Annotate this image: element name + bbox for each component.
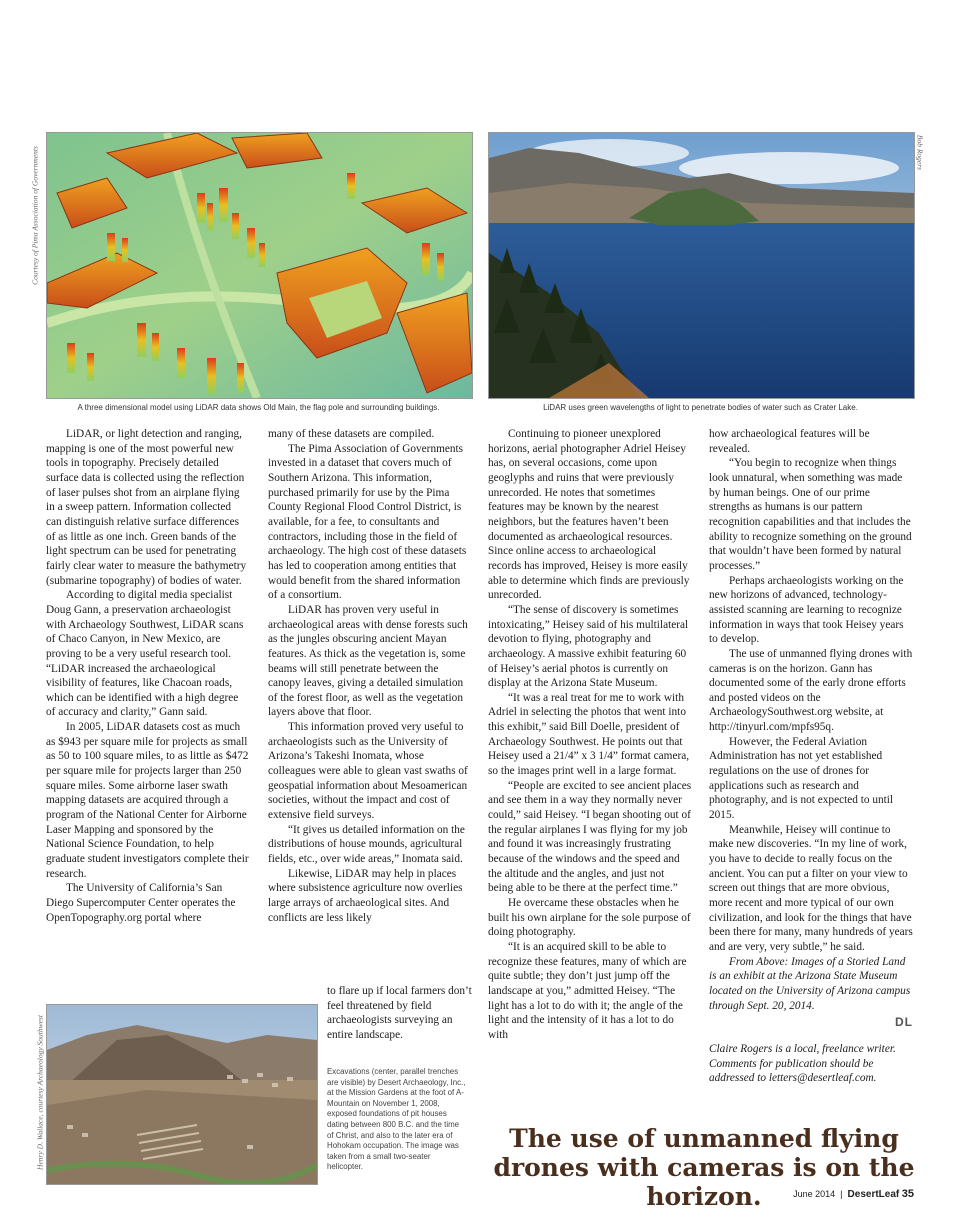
excavation-photo-caption: Excavations (center, parallel trenches are visible) by Desert Archaeology, Inc., at the Mission Gardens at the foot of A-Mountain on November 1, 2008, exposed foundations of pit houses dating between 800 B.C. and the time of Christ, and also to the later era of Hohokam occupation. The image was taken from a small two-seater helicopter. [327,1067,466,1172]
page-number: 35 [901,1188,914,1200]
excavation-aerial-image [46,1004,318,1185]
paragraph: The use of unmanned flying drones with cameras is on the horizon. Gann has documented some of the early drone efforts and posted videos on the ArchaeologySouthwest.org website, at http://tinyurl.com/mpfs95q. [709,647,913,734]
paragraph: Likewise, LiDAR may help in places where subsistence agriculture now overlies large arrays of archaeological sites. And conflicts are less likely [268,867,463,924]
article-column-1 [46,427,249,925]
crater-lake-image [488,132,915,399]
exhibit-note: From Above: Images of a Storied Land is an exhibit at the Arizona State Museum located on the University of Arizona campus through Sept. 20, 2014. [709,955,911,1012]
magazine-name: DesertLeaf [847,1189,900,1200]
paragraph: According to digital media specialist Doug Gann, a preservation archaeologist with Archaeology Southwest, LiDAR scans of Chaco Canyon, in New Mexico, are proving to be a very useful research tool. “LiDAR increased the archaeological visibility of features, like Chacoan roads, which can be identified with a high degree of accuracy and clarity,” Gann said. [46,589,244,719]
paragraph: “It gives us detailed information on the distributions of house mounds, agricultural fields, etc., over wide areas,” Inomata said. [268,823,465,866]
issue-date: June 2014 [793,1189,836,1199]
paragraph: “It was a real treat for me to work with Adriel in selecting the photos that went into this exhibit,” said Bill Doelle, president of Archaeology Southwest. He points out that Heisey used a 21/4” x 3 1/4” format camera, so the images print well in a large format. [488,691,690,778]
pull-quote: The use of unmanned flying drones with cameras is on the horizon. [493,1124,915,1211]
paragraph: Continuing to pioneer unexplored horizons, aerial photographer Adriel Heisey has, on several occasions, come upon geoglyphs and ruins that were previously unrecorded. He notes that sometimes features may be known by the nearest neighbors, but the features haven’t been documented as archaeological resources. Since online access to archaeological records has improved, Heisey is more easily able to determine which finds are previously unrecorded. [488,428,690,602]
crater-lake-photo-caption: LiDAR uses green wavelengths of light to penetrate bodies of water such as Crater Lake. [543,403,858,412]
paragraph: This information proved very useful to archaeologists such as the University of Arizona’s Takeshi Inomata, whose colleagues were able to glean vast swaths of geospatial information about Mesoamerican societies, without the impact and cost of extensive field surveys. [268,721,468,822]
paragraph: Perhaps archaeologists working on the new horizons of advanced, technology-assisted scanning are learning to recognize information in ways that took Heisey years to develop. [709,574,904,646]
paragraph: However, the Federal Aviation Administration has not yet established regulations on the use of drones for applications such as research and photography, and is not expected to until 2015. [709,735,894,822]
lidar-3d-model-image [46,132,473,399]
paragraph: how archaeological features will be revealed. [709,428,870,455]
paragraph: LiDAR has proven very useful in archaeological areas with dense forests such as the jungles obscuring ancient Mayan features. As thick as the vegetation is, some beams will still penetrate between the canopy leaves, giving a detailed simulation of the forest floor, as well as the vegetation layers above that floor. [268,603,468,719]
page-footer [793,1188,914,1200]
paragraph: LiDAR, or light detection and ranging, mapping is one of the most powerful new tools in topography. Precisely detailed surface data is collected using the reflection of laser pulses shot from an airplane flying in a sweep pattern. Information collected can distinguish relative surface differences of as little as one inch. Green bands of the light spectrum can be used for penetrating fairly clear water to measure the bathymetry (submarine topography) of bodies of water. [46,428,247,587]
lidar-photo-caption: A three dimensional model using LiDAR data shows Old Main, the flag pole and surrounding buildings. [77,403,440,412]
paragraph: Meanwhile, Heisey will continue to make new discoveries. “In my line of work, you have to decide to really focus on the ancient. You can put a filter on your view to screen out things that are more obvious, more recent and more typical of our own civilization, and look for the things that have been there for many, many hundreds of years and are very, very subtle,” he said. [709,823,913,953]
paragraph: “The sense of discovery is sometimes intoxicating,” Heisey said of his multilateral devotion to flying, photography and archaeology. A massive exhibit featuring 60 of Heisey’s aerial photos is currently on display at the Arizona State Museum. [488,603,689,690]
excavation-photo-credit: Henry D. Wallace, courtesy Archaeology Southwest [35,1015,45,1170]
paragraph: “You begin to recognize when things look unnatural, when something was made by human beings. One of our prime strengths as humans is our pattern recognition capabilities and that includes the ability to recognize something on the ground that wouldn’t have been formed by natural processes.” [709,457,912,572]
article-column-3 [488,427,692,1043]
lidar-photo-credit: Courtesy of Pima Association of Governments [30,146,40,285]
end-mark: DL [895,1015,913,1030]
paragraph: The Pima Association of Governments invested in a dataset that covers much of Southern Arizona. This information, purchased primarily for use by the Pima County Regional Flood Control District, is available, for a fee, to consultants and contractors, including those in the field of archaeology. The high cost of these datasets has led to cooperation among entities that would benefit from the shared information of a consortium. [268,442,467,602]
crater-lake-photo-credit: Bob Rogers [915,134,925,171]
paragraph: He overcame these obstacles when he built his own airplane for the sole purpose of doing photography. [488,897,691,939]
article-column-2-continued [327,984,472,1043]
paragraph: to flare up if local farmers don’t feel threatened by field archaeologists surveying an entire landscape. [327,985,472,1041]
paragraph: In 2005, LiDAR datasets cost as much as $943 per square mile for projects as small as 50 to 100 square miles, to as little as $472 per square mile for projects larger than 250 square miles. Some airborne laser swath mapping datasets are acquired through a program of the National Center for Airborne Laser Mapping and sponsored by the National Science Foundation, to help graduate student investigators complete their research. [46,721,249,880]
paragraph: many of these datasets are compiled. [268,428,435,440]
article-column-4 [709,427,913,1086]
paragraph: The University of California’s San Diego Supercomputer Center operates the OpenTopography.org portal where [46,882,236,924]
footer-separator: | [840,1189,843,1199]
paragraph: “It is an acquired skill to be able to recognize these features, many of which are quite subtle; they don’t just jump off the landscape at you,” admitted Heisey. “The light has a lot to do with it; the angle of the light and the intensity of it has a lot to do with [488,940,687,1041]
paragraph: “People are excited to see ancient places and see them in a way they normally never could,” said Heisey. “I began shooting out of the regular airplanes I was flying for my job and found it was increasingly frustrating because of the windows and the speed and the altitude and the angles, and just not being able to be there at the perfect time.” [488,779,692,895]
author-bio: Claire Rogers is a local, freelance writer. Comments for publication should be addressed to letters@desertleaf.com. [709,1042,896,1085]
article-column-2 [268,427,471,925]
